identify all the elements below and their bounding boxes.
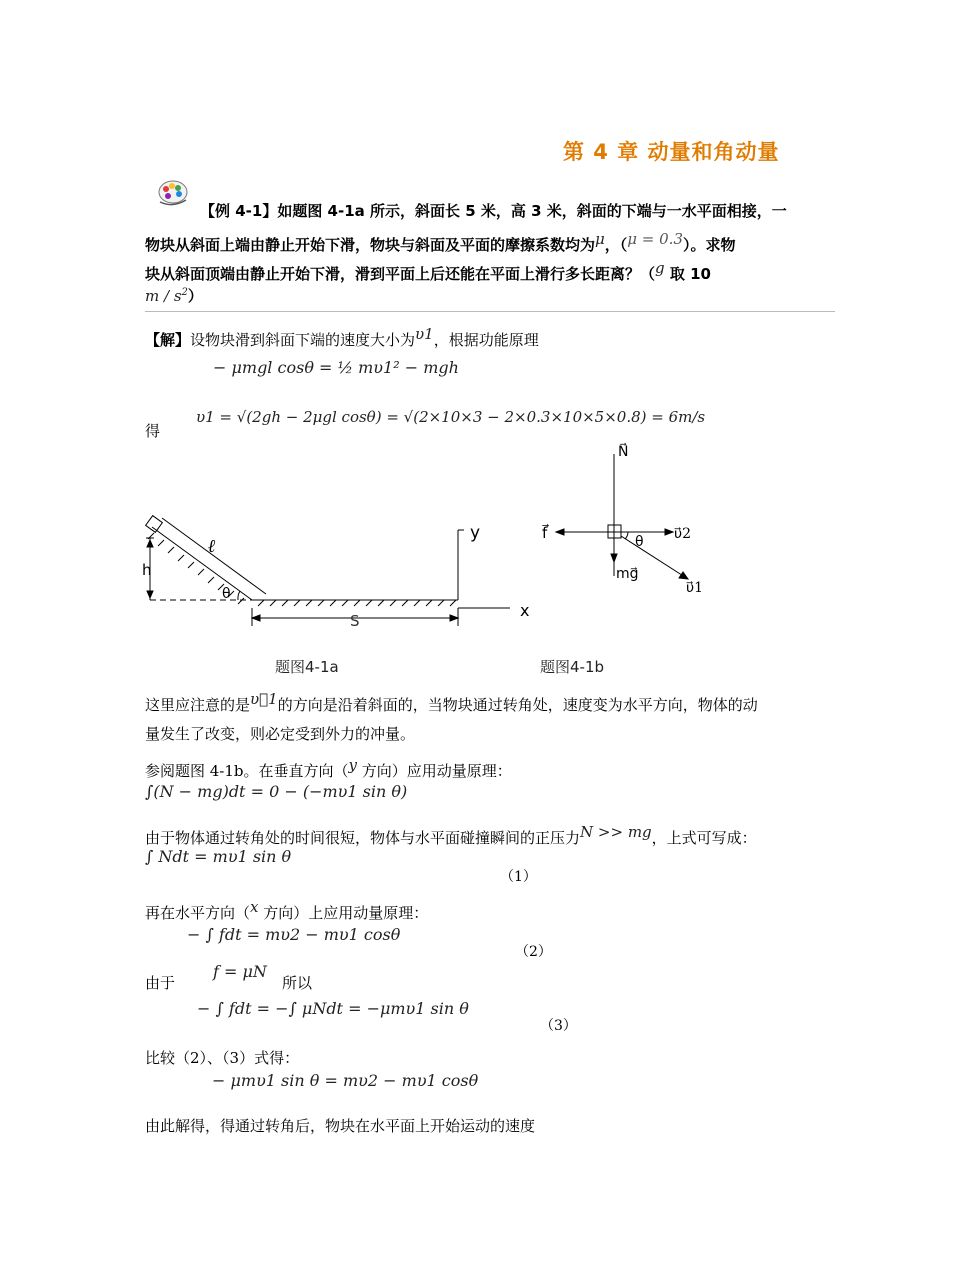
figure-4-1a — [140, 510, 540, 680]
x-symbol: x — [250, 898, 259, 916]
block — [146, 516, 163, 533]
divider — [145, 311, 835, 312]
de-label: 得 — [145, 422, 161, 440]
caption-4-1a: 题图4-1a — [275, 658, 339, 676]
equation-1: ∫ Ndt = mυ1 sin θ — [145, 847, 292, 866]
example-line-2-a: 物块从斜面上端由静止开始下滑，物块与斜面及平面的摩擦系数均为 — [145, 236, 596, 254]
para-5-b: 所以 — [282, 974, 313, 992]
equation-3: − ∫ fdt = −∫ μNdt = −μmυ1 sin θ — [197, 999, 469, 1018]
para-7: 由此解得，得通过转角后，物块在水平面上开始运动的速度 — [145, 1117, 536, 1135]
para-3-b: ，上式可写成： — [651, 829, 757, 847]
para-2-b: 方向）应用动量原理： — [357, 762, 512, 780]
solution-intro-text: 设物块滑到斜面下端的速度大小为 — [190, 331, 416, 349]
example-line-4 — [145, 285, 203, 306]
unit-sup: 2 — [181, 287, 188, 298]
para-4-b: 方向）上应用动量原理： — [258, 904, 429, 922]
chapter-title: 第 4 章 动量和角动量 — [563, 140, 780, 164]
label-s: S — [350, 612, 360, 630]
figure-4-1b — [538, 436, 718, 596]
solution-intro-tail: ，根据功能原理 — [433, 331, 539, 349]
para-1-b: 的方向是沿着斜面的，当物块通过转角处，速度变为水平方向，物体的动 — [277, 696, 758, 714]
example-line-3-a: 块从斜面顶端由静止开始下滑，滑到平面上后还能在平面上滑行多长距离？（ — [145, 265, 656, 283]
label-mg: mg⃗ — [616, 566, 639, 582]
label-f: f⃗ — [542, 524, 548, 542]
equation-2: − ∫ fdt = mυ2 − mυ1 cosθ — [187, 925, 401, 944]
example-line-1: 【例 4-1】如题图 4-1a 所示，斜面长 5 米，高 3 米，斜面的下端与一水平面相接，一 — [200, 202, 787, 220]
example-line-3-b: 取 10 — [664, 265, 711, 283]
mu-symbol: μ — [595, 230, 605, 248]
label-x: x — [520, 601, 530, 620]
mu-value: μ = 0.3 — [627, 230, 683, 248]
para-4 — [145, 898, 428, 923]
solution-label: 【解】 — [145, 331, 191, 349]
v1-vector: υ⃗1 — [250, 690, 278, 708]
v1-equation: υ1 = √(2gh − 2μgl cosθ) = √(2×10×3 − 2×0.3×10×5×0.8) = 6m/s — [196, 408, 706, 426]
example-line-2-b: ，（ — [604, 236, 628, 254]
incline-surface — [152, 527, 252, 600]
label-y: y — [470, 523, 481, 543]
para-2-a: 参阅题图 4-1b。在垂直方向（ — [145, 762, 349, 780]
label-theta-b: θ — [635, 534, 644, 550]
v1-symbol: υ1 — [415, 325, 434, 343]
example-line-3 — [145, 259, 711, 284]
label-theta: θ — [222, 586, 231, 602]
vertical-equation: ∫(N − mg)dt = 0 − (−mυ1 sin θ) — [145, 782, 408, 801]
unit-ms: m / s — [145, 287, 182, 305]
n-mg-inequality: N >> mg — [580, 823, 652, 841]
caption-4-1b: 题图4-1b — [540, 658, 605, 676]
para-1-a: 这里应注意的是 — [145, 696, 251, 714]
example-line-2 — [145, 230, 736, 255]
para-3-a: 由于物体通过转角处的时间很短，物体与水平面碰撞瞬间的正压力 — [145, 829, 581, 847]
label-v1: υ⃗1 — [686, 580, 704, 596]
equation-1-number: （1） — [500, 869, 537, 885]
para-1 — [145, 690, 758, 715]
energy-equation: − μmgl cosθ = ½ mυ1² − mgh — [213, 358, 459, 377]
label-h: h — [142, 561, 152, 579]
para-5-a: 由于 — [145, 974, 176, 992]
solution-intro — [145, 325, 539, 350]
y-symbol: y — [348, 756, 358, 774]
example-line-2-c: ）。求物 — [683, 236, 736, 254]
para-4-a: 再在水平方向（ — [145, 904, 251, 922]
example-icon — [156, 178, 190, 208]
para-3 — [145, 823, 757, 848]
equation-2-number: （2） — [515, 944, 552, 960]
g-symbol: g — [655, 259, 665, 277]
f-mu-n: f = μN — [213, 962, 267, 981]
label-n: N⃗ — [618, 444, 629, 460]
para-6: 比较（2）、（3）式得： — [145, 1049, 300, 1067]
para-2 — [145, 756, 512, 781]
label-v2: υ⃗2 — [674, 526, 692, 542]
equation-4: − μmυ1 sin θ = mυ2 − mυ1 cosθ — [212, 1071, 479, 1090]
label-l: ℓ — [208, 536, 216, 557]
unit-close: ） — [187, 287, 203, 305]
para-1-c: 量发生了改变，则必定受到外力的冲量。 — [145, 725, 416, 743]
equation-3-number: （3） — [540, 1018, 577, 1034]
